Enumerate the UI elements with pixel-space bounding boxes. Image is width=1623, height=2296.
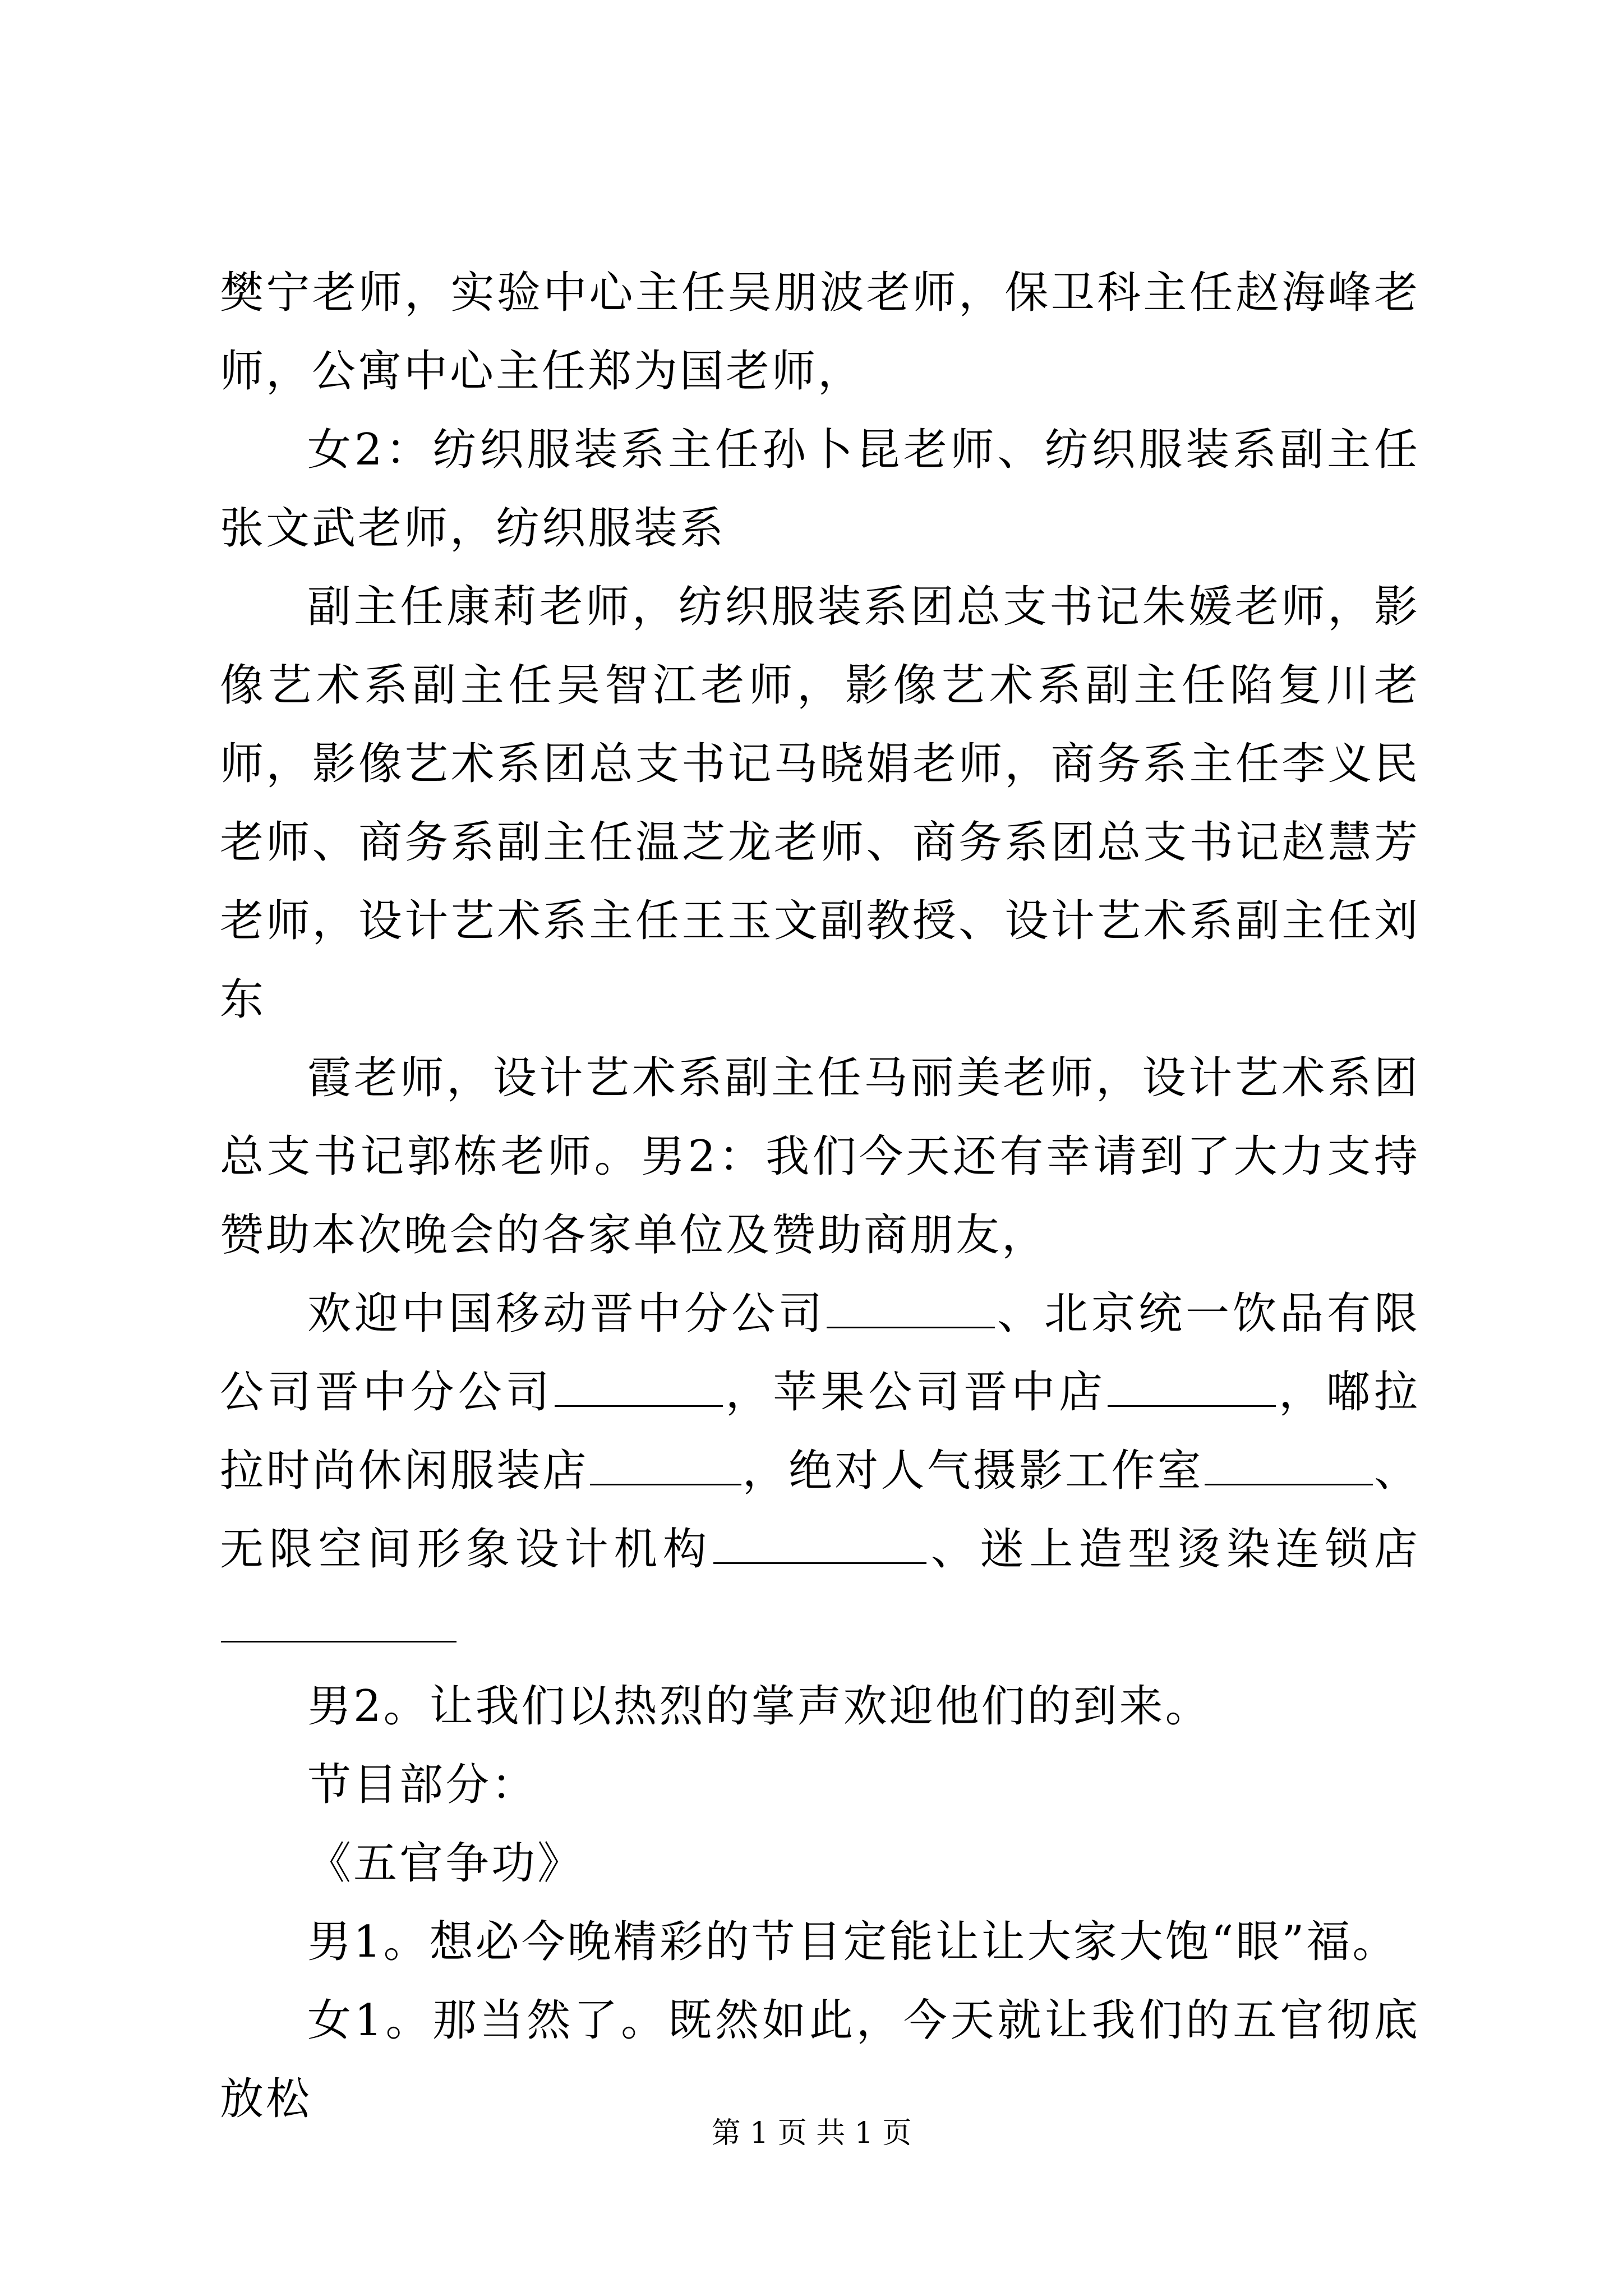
blank-line — [221, 1606, 457, 1642]
sponsor-text-7: 、迷上造型烫染连锁店 — [928, 1524, 1420, 1575]
sponsor-text-5: ，绝对人气摄影工作室 — [742, 1446, 1204, 1496]
blank-line — [555, 1370, 723, 1407]
paragraph-3: 副主任康莉老师，纺织服装系团总支书记朱媛老师，影像艺术系副主任吴智江老师，影像艺术系副主任陷复川老师，影像艺术系团总支书记马晓娟老师，商务系主任李义民老师、商务系副主任温芝龙老师、商务系团总支书记赵慧芳老师，设计艺术系主任王玉文副教授、设计艺术系副主任刘东 — [220, 582, 1420, 1025]
sponsor-text-4: ，嘟拉拉时尚休闲服装店 — [220, 1367, 1420, 1496]
paragraph-9: 男1。想必今晚精彩的节目定能让让大家大饱“眼”福。 — [307, 1917, 1399, 1967]
sponsor-text-3: ，苹果公司晋中店 — [723, 1367, 1107, 1418]
sponsor-text-1: 欢迎中国移动晋中分公司 — [307, 1289, 826, 1339]
paragraph-7: 节目部分： — [307, 1760, 538, 1810]
paragraph-1: 樊宁老师，实验中心主任吴朋波老师，保卫科主任赵海峰老师，公寓中心主任郑为国老师， — [220, 268, 1420, 397]
paragraph-4: 霞老师，设计艺术系副主任马丽美老师，设计艺术系团总支书记郭栋老师。男2：我们今天还有幸请到了大力支持赞助本次晚会的各家单位及赞助商朋友， — [220, 1053, 1420, 1260]
document-body — [220, 254, 1420, 2138]
paragraph-8: 《五官争功》 — [307, 1838, 584, 1889]
sponsor-text-2: 、北京统一饮品有限公司晋中分公司 — [220, 1289, 1420, 1418]
blank-line — [1108, 1370, 1276, 1407]
paragraph-10: 女1。那当然了。既然如此，今天就让我们的五官彻底放松 — [220, 1995, 1420, 2124]
paragraph-6: 男2。让我们以热烈的掌声欢迎他们的到来。 — [307, 1681, 1211, 1732]
paragraph-sponsors — [220, 1274, 1420, 1667]
sponsor-text-6: 、无限空间形象设计机构 — [220, 1446, 1420, 1575]
page-number-footer: 第 1 页 共 1 页 — [711, 2116, 912, 2150]
blank-line — [827, 1292, 995, 1328]
blank-line — [713, 1527, 926, 1564]
paragraph-2: 女2：纺织服装系主任孙卜昆老师、纺织服装系副主任张文武老师，纺织服装系 — [220, 425, 1420, 554]
blank-line — [1205, 1449, 1373, 1485]
blank-line — [590, 1449, 741, 1485]
